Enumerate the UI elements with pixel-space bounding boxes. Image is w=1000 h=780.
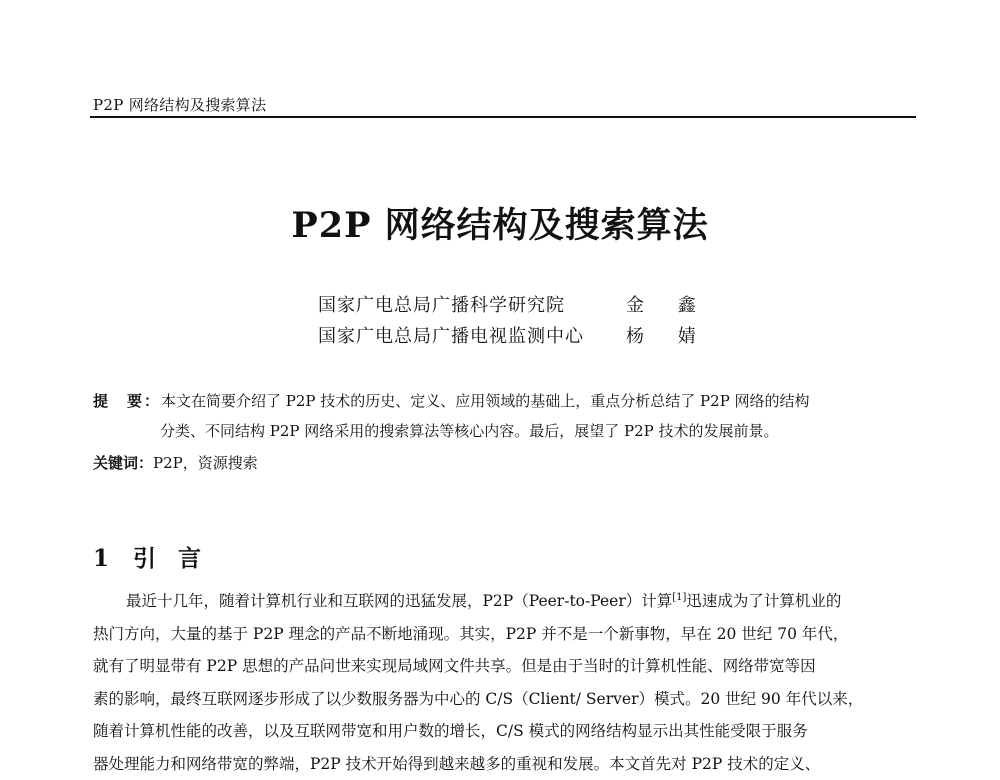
body-line — [93, 582, 921, 618]
body-line: 就有了明显带有 P2P 思想的产品问世来实现局域网文件共享。但是由于当时的计算机性能、网络带宽等因 — [93, 657, 816, 676]
author-name: 杨 婧 — [626, 326, 710, 347]
body-line: 热门方向，大量的基于 P2P 理念的产品不断地涌现。其实，P2P 并不是一个新事物，早在 20 世纪 70 年代， — [93, 624, 849, 643]
author-block — [318, 290, 710, 352]
abstract-line — [93, 386, 923, 416]
abstract-line: 分类、不同结构 P2P 网络采用的搜索算法等核心内容。最后，展望了 P2P 技术的发展前景。 — [160, 422, 779, 440]
abstract — [93, 386, 923, 446]
body-line: 素的影响，最终互联网逐步形成了以少数服务器为中心的 C/S（Client/ Server）模式。20 世纪 90 年代以来， — [93, 689, 864, 708]
body-text-segment: 迅速成为了计算机业的 — [686, 592, 842, 611]
keywords-label: 关键词： — [93, 454, 154, 472]
section-number: 1 — [93, 545, 110, 572]
abstract-text: 本文在简要介绍了 P2P 技术的历史、定义、应用领域的基础上，重点分析总结了 P2P 网络的结构 — [161, 392, 810, 410]
header-rule — [90, 116, 916, 118]
keywords-value: P2P，资源搜索 — [153, 454, 258, 472]
paper-title: P2P 网络结构及搜索算法 — [291, 205, 709, 246]
section-title: 引言 — [133, 545, 223, 572]
body-paragraph — [93, 582, 921, 780]
citation-ref: [1] — [672, 592, 687, 603]
body-line: 器处理能力和网络带宽的弊端，P2P 技术开始得到越来越多的重视和发展。本文首先对 P2P 技术的定义、 — [93, 754, 821, 773]
keywords — [93, 452, 258, 473]
section-heading — [93, 540, 223, 573]
body-line: 随着计算机性能的改善，以及互联网带宽和用户数的增长，C/S 模式的网络结构显示出其性能受限于服务 — [93, 722, 808, 741]
author-affiliation: 国家广电总局广播科学研究院 — [318, 295, 565, 316]
abstract-label: 提 要： — [93, 392, 162, 410]
author-name: 金 鑫 — [626, 295, 710, 316]
author-row — [318, 321, 710, 352]
running-header: P2P 网络结构及搜索算法 — [93, 96, 267, 114]
author-row — [318, 290, 710, 321]
body-text-segment: 最近十几年，随着计算机行业和互联网的迅猛发展，P2P（Peer-to-Peer）计算 — [126, 592, 673, 611]
author-affiliation: 国家广电总局广播电视监测中心 — [318, 326, 584, 347]
